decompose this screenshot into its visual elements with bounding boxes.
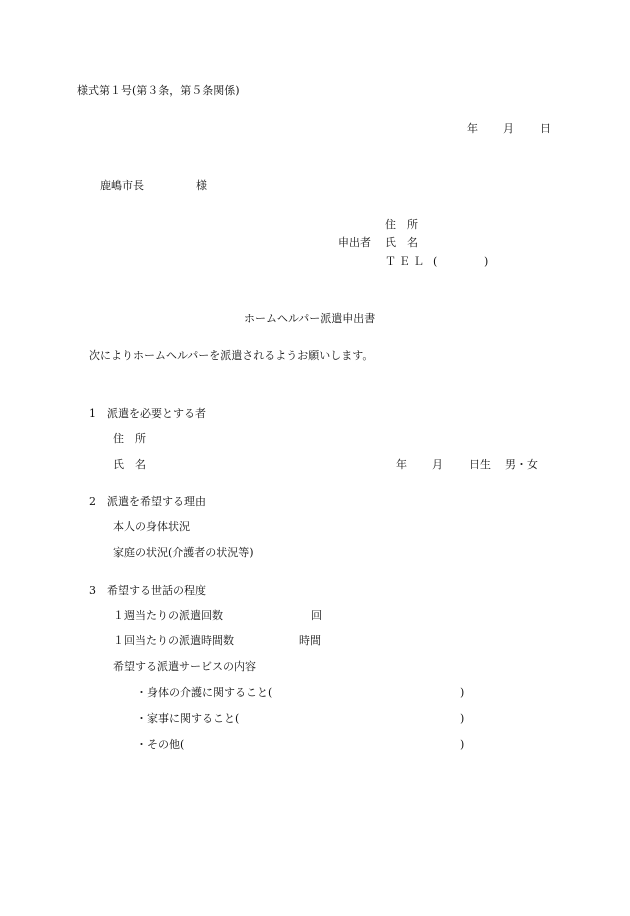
- date-day: 日: [540, 122, 551, 135]
- applicant-name-label: 氏 名: [385, 236, 418, 249]
- hours-label: １回当たりの派遣時間数: [113, 634, 234, 647]
- service-item-label: ・その他(: [136, 738, 185, 751]
- form-number: 様式第１号(第３条，第５条関係): [77, 84, 240, 97]
- section-1-year: 年: [396, 458, 407, 471]
- applicant-tel-label: ＴＥＬ: [385, 255, 427, 268]
- applicant-tel-open: (: [433, 255, 438, 268]
- applicant-tel-close: ): [484, 255, 489, 268]
- section-1-name-label: 氏 名: [113, 458, 146, 471]
- intro-text: 次によりホームヘルパーを派遣されるようお願いします。: [89, 349, 374, 362]
- section-1-birth: 日生: [469, 458, 491, 471]
- addressee-honorific: 様: [196, 179, 207, 192]
- weekly-count-unit: 回: [311, 609, 322, 622]
- section-2-item: 本人の身体状況: [113, 520, 190, 533]
- date-month: 月: [503, 122, 514, 135]
- section-2-item: 家庭の状況(介護者の状況等): [113, 546, 254, 559]
- services-label: 希望する派遣サービスの内容: [113, 660, 256, 673]
- section-2-heading: 2 派遣を希望する理由: [89, 495, 206, 508]
- date-year: 年: [467, 122, 478, 135]
- weekly-count-label: １週当たりの派遣回数: [113, 609, 223, 622]
- service-item-label: ・身体の介護に関すること(: [136, 686, 273, 699]
- service-item-close: ): [460, 712, 465, 725]
- applicant-label: 申出者: [338, 236, 371, 249]
- addressee-name: 鹿嶋市長: [100, 179, 144, 192]
- section-1-address-label: 住 所: [113, 432, 146, 445]
- section-3-heading: 3 希望する世話の程度: [89, 584, 206, 597]
- section-1-heading: 1 派遣を必要とする者: [89, 407, 206, 420]
- service-item-close: ): [460, 738, 465, 751]
- applicant-address-label: 住 所: [385, 218, 418, 231]
- section-1-month: 月: [432, 458, 443, 471]
- section-1-gender: 男・女: [505, 458, 538, 471]
- service-item-label: ・家事に関すること(: [136, 712, 240, 725]
- hours-unit: 時間: [299, 634, 321, 647]
- service-item-close: ): [460, 686, 465, 699]
- document-title: ホームヘルパー派遣申出書: [244, 312, 376, 325]
